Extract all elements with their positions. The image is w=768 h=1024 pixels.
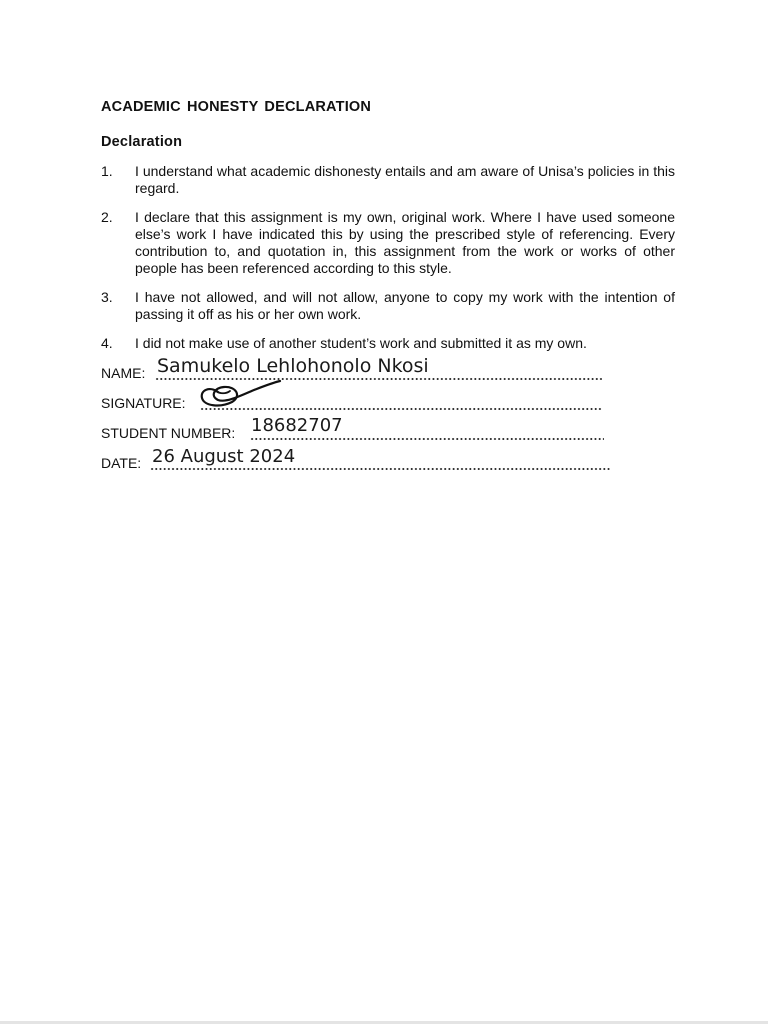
item-number: 4. bbox=[101, 335, 113, 351]
item-number: 3. bbox=[101, 289, 113, 305]
declaration-item-3 bbox=[101, 289, 675, 323]
item-number: 2. bbox=[101, 209, 113, 225]
handwritten-signature bbox=[196, 378, 286, 412]
student-number-value: 18682707 bbox=[251, 415, 343, 436]
student-number-dotted-line bbox=[250, 438, 604, 440]
date-dotted-line bbox=[150, 468, 610, 470]
item-text: I have not allowed, and will not allow, anyone to copy my work with the intention of passing it off as his or her own work. bbox=[135, 289, 675, 322]
item-number: 1. bbox=[101, 163, 113, 179]
date-label: DATE: bbox=[101, 455, 142, 471]
name-label: NAME: bbox=[101, 365, 146, 381]
student-number-label: STUDENT NUMBER: bbox=[101, 425, 236, 441]
item-text: I did not make use of another student’s work and submitted it as my own. bbox=[135, 335, 587, 351]
declaration-item-2 bbox=[101, 209, 675, 277]
document-title: ACADEMIC HONESTY DECLARATION bbox=[101, 99, 372, 115]
name-value: Samukelo Lehlohonolo Nkosi bbox=[157, 355, 429, 377]
declaration-item-1 bbox=[101, 163, 675, 197]
item-text: I understand what academic dishonesty entails and am aware of Unisa’s policies in this regard. bbox=[135, 163, 675, 196]
declaration-item-4 bbox=[101, 335, 675, 352]
section-heading: Declaration bbox=[101, 134, 183, 150]
item-text: I declare that this assignment is my own, original work. Where I have used someone else’s work I have indicated this by using the prescribed style of referencing. Every contribution to, and quotation in, this assignment from the work or works of other people has been referenced according to this style. bbox=[135, 209, 675, 276]
signature-label: SIGNATURE: bbox=[101, 395, 186, 411]
date-value: 26 August 2024 bbox=[152, 446, 296, 467]
